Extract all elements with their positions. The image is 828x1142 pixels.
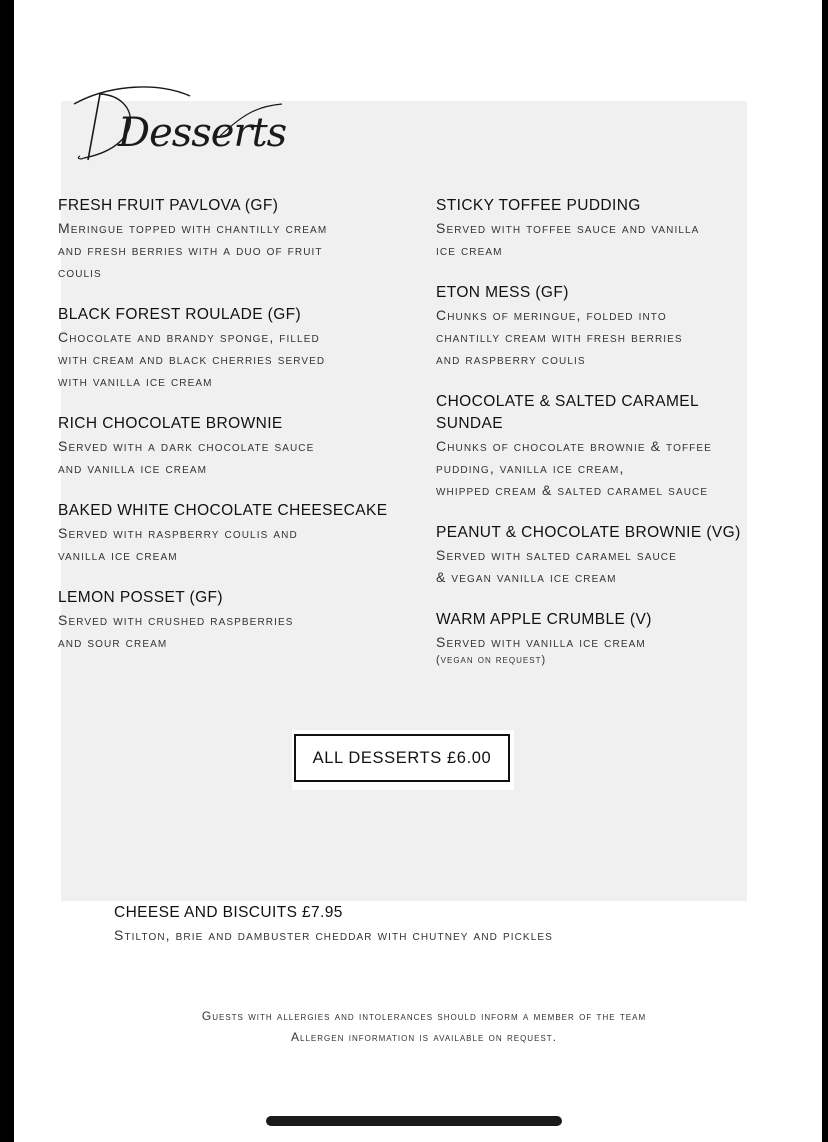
- item-description: Served with vanilla ice cream: [436, 634, 646, 650]
- home-indicator[interactable]: [266, 1116, 562, 1126]
- desserts-script-title: [70, 76, 290, 168]
- menu-item-cheesecake: [58, 500, 418, 566]
- menu-item-eton-mess: [436, 282, 806, 370]
- menu-item-peanut-brownie: [436, 522, 806, 588]
- menu-item-lemon-posset: [58, 587, 418, 653]
- item-description: Served with a dark chocolate sauce and vanilla ice cream: [58, 438, 315, 476]
- item-name: WARM APPLE CRUMBLE (V): [436, 611, 652, 628]
- item-description: Served with toffee sauce and vanilla ice cream: [436, 220, 700, 258]
- item-description: Meringue topped with chantilly cream and fresh berries with a duo of fruit coulis: [58, 220, 328, 280]
- item-name: BAKED WHITE CHOCOLATE CHEESECAKE: [58, 502, 388, 519]
- menu-item-brownie: [58, 413, 418, 479]
- item-name: CHOCOLATE & SALTED CARAMEL SUNDAE: [436, 393, 700, 432]
- item-name: ETON MESS (GF): [436, 284, 569, 301]
- item-name: PEANUT & CHOCOLATE BROWNIE (VG): [436, 524, 741, 541]
- item-description: Chocolate and brandy sponge, filled with cream and black cherries served with vanilla ice cream: [58, 329, 326, 389]
- item-name: CHEESE AND BISCUITS £7.95: [114, 904, 343, 921]
- title-text: Desserts: [118, 110, 287, 156]
- item-name: LEMON POSSET (GF): [58, 589, 223, 606]
- menu-item-cheese: [114, 902, 754, 946]
- menu-page: [14, 0, 822, 1142]
- all-desserts-price: ALL DESSERTS £6.00: [294, 734, 510, 782]
- menu-item-apple-crumble: [436, 609, 806, 667]
- item-description: Served with crushed raspberries and sour cream: [58, 612, 294, 650]
- item-description: Chunks of meringue, folded into chantilly cream with fresh berries and raspberry coulis: [436, 307, 683, 367]
- item-note: (vegan on request): [436, 654, 547, 666]
- item-description: Stilton, brie and dambuster cheddar with chutney and pickles: [114, 927, 553, 943]
- item-description: Chunks of chocolate brownie & toffee pudding, vanilla ice cream, whipped cream & salted caramel sauce: [436, 438, 712, 498]
- item-description: Served with raspberry coulis and vanilla ice cream: [58, 525, 298, 563]
- item-name: BLACK FOREST ROULADE (GF): [58, 306, 302, 323]
- menu-item-sticky-toffee: [436, 195, 806, 261]
- menu-item-sundae: [436, 391, 806, 501]
- menu-item-black-forest: [58, 304, 418, 392]
- item-description: Served with salted caramel sauce & vegan vanilla ice cream: [436, 547, 677, 585]
- item-name: RICH CHOCOLATE BROWNIE: [58, 415, 283, 432]
- menu-item-pavlova: [58, 195, 418, 283]
- allergen-footer: Guests with allergies and intolerances should inform a member of the team Allergen information is available on request.: [201, 1009, 647, 1044]
- item-name: FRESH FRUIT PAVLOVA (GF): [58, 197, 279, 214]
- item-name: STICKY TOFFEE PUDDING: [436, 197, 641, 214]
